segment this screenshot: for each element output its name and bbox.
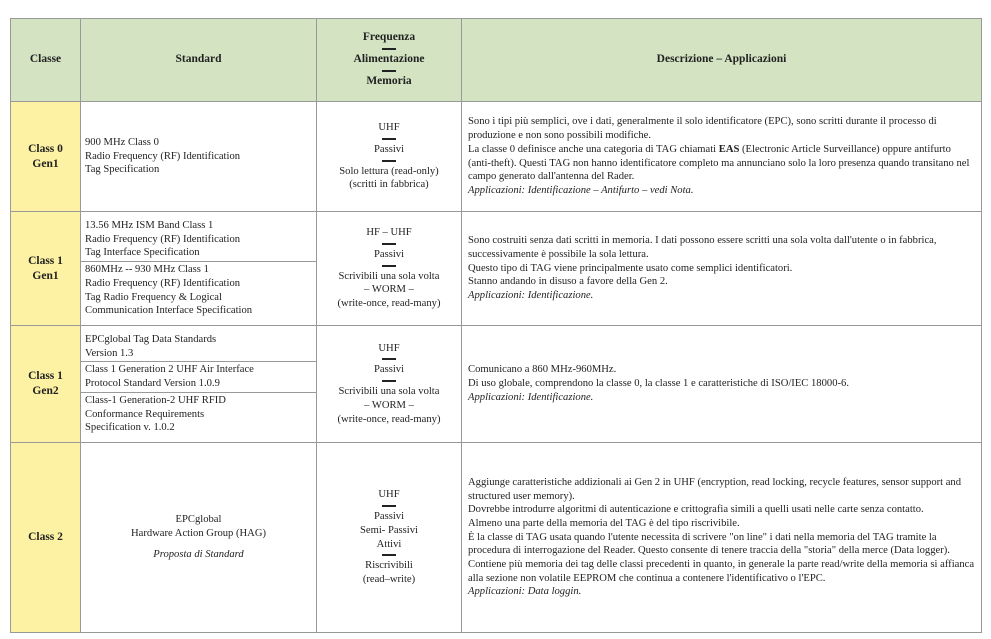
standard-cell: [81, 212, 317, 326]
header-frequenza: [317, 19, 462, 102]
standard-line: Radio Frequency (RF) Identification: [85, 277, 241, 289]
description-paragraph: Comunicano a 860 MHz-960MHz.: [468, 364, 617, 376]
row-class-label: [11, 212, 81, 326]
memory-value: (scritti in fabbrica): [349, 179, 429, 191]
standard-line: Radio Frequency (RF) Identification: [85, 233, 241, 245]
class-label-line: Gen1: [32, 269, 59, 282]
description-text: La classe 0 definisce anche una categoria di TAG chiamati: [468, 143, 717, 155]
standard-block: [81, 332, 316, 361]
table-row: [11, 326, 982, 443]
applications-note: Applicazioni: Identificazione.: [468, 391, 594, 403]
memory-value: Scrivibili una sola volta: [338, 386, 440, 398]
standard-line: Communication Interface Specification: [85, 305, 253, 317]
memory-value: (write-once, read-many): [337, 298, 441, 310]
header-row: [11, 19, 982, 102]
memory-value: Solo lettura (read-only): [339, 165, 439, 177]
memory-value: Riscrivibili: [365, 560, 413, 572]
standard-block: [81, 392, 316, 436]
dash-separator: [382, 554, 396, 556]
dash-separator: [382, 243, 396, 245]
dash-separator: [382, 358, 396, 360]
standard-line: Radio Frequency (RF) Identification: [85, 150, 241, 162]
standard-cell: [81, 443, 317, 633]
standard-cell: [81, 102, 317, 212]
header-frequenza-label: Frequenza: [362, 31, 416, 44]
frequency-value: UHF: [378, 122, 400, 134]
standard-line: Class-1 Generation-2 UHF RFID: [85, 394, 226, 406]
frequency-power-memory-cell: [317, 102, 462, 212]
dash-separator: [382, 138, 396, 140]
standard-line: Tag Interface Specification: [85, 247, 200, 259]
header-alimentazione-label: Alimentazione: [353, 53, 425, 66]
class-label-line: Class 1: [28, 370, 63, 382]
power-value: Semi- Passivi: [360, 524, 418, 536]
description-paragraph: Stanno andando in disuso a favore della Gen 2.: [468, 276, 668, 288]
power-value: Attivi: [376, 538, 402, 550]
standard-line: Version 1.3: [85, 347, 134, 359]
description-paragraph: Contiene più memoria dei tag delle classi precedenti in quanto, in generale la parte read/write della memoria si affianca alla sezione non volatile EEPROM che continua a contenere l'identificativo o l'EPC.: [468, 559, 975, 584]
standard-line: EPCglobal Tag Data Standards: [85, 334, 217, 346]
standard-line: Tag Specification: [85, 164, 160, 176]
table-row: [11, 102, 982, 212]
row-class-label: [11, 443, 81, 633]
memory-value: Scrivibili una sola volta: [338, 270, 440, 282]
class-label-line: Class 1: [28, 254, 63, 267]
memory-value: – WORM –: [364, 284, 414, 296]
standard-block: [81, 261, 316, 319]
dash-separator: [382, 505, 396, 507]
standard-line: Specification v. 1.0.2: [85, 422, 175, 434]
description-text: (Electronic Article Surveillance) oppure antifurto (anti-theft). Questi TAG non hanno identificatore completo ma annunciano solo la loro presenza quando transitano nel campo generato dall'antenna del Rader.: [468, 143, 970, 183]
power-value: Passivi: [373, 511, 405, 523]
applications-note: Applicazioni: Identificazione – Antifurto – vedi Nota.: [468, 184, 694, 196]
description-cell: [462, 102, 982, 212]
standard-cell: [81, 326, 317, 443]
dash-separator: [382, 380, 396, 382]
description-cell: [462, 212, 982, 326]
standard-line: Conformance Requirements: [85, 408, 205, 420]
frequency-power-memory-cell: [317, 212, 462, 326]
rfid-classes-table: [10, 18, 982, 633]
table-row: [11, 212, 982, 326]
power-value: Passivi: [373, 248, 405, 260]
frequency-value: UHF: [378, 489, 400, 501]
standard-block: [81, 135, 316, 178]
memory-value: (write-once, read-many): [337, 413, 441, 425]
description-paragraph: Almeno una parte della memoria del TAG è del tipo riscrivibile.: [468, 517, 740, 529]
memory-value: – WORM –: [364, 399, 414, 411]
spacer: [81, 541, 316, 548]
description-cell: [462, 443, 982, 633]
description-paragraph: Di uso globale, comprendono la classe 0, la classe 1 e caratteristiche di ISO/IEC 18000-6.: [468, 378, 849, 390]
power-value: Passivi: [373, 364, 405, 376]
frequency-power-memory-cell: [317, 443, 462, 633]
header-memoria-label: Memoria: [366, 74, 412, 87]
description-paragraph: Dovrebbe introdurre algoritmi di autenticazione e crittografia simili a quelli usati nelle carte senza contatto.: [468, 504, 924, 516]
dash-separator: [382, 70, 396, 72]
standard-note: Proposta di Standard: [153, 548, 244, 560]
standard-line: Protocol Standard Version 1.0.9: [85, 378, 220, 390]
standard-line: 900 MHz Class 0: [85, 136, 159, 148]
frequency-value: HF – UHF: [366, 227, 412, 239]
standard-line: 13.56 MHz ISM Band Class 1: [85, 220, 214, 232]
class-label-line: Class 2: [28, 531, 63, 543]
standard-line: EPCglobal: [175, 514, 222, 526]
standard-block: [81, 361, 316, 391]
description-paragraph: Sono costruiti senza dati scritti in memoria. I dati possono essere scritti una sola volta dall'utente o in fabbrica, successivamente è possibile la sola lettura.: [468, 235, 937, 260]
memory-value: (read–write): [362, 573, 416, 585]
class-label-line: Class 0: [28, 142, 63, 155]
table-row: [11, 443, 982, 633]
class-label-line: Gen1: [32, 157, 59, 170]
standard-line: Class 1 Generation 2 UHF Air Interface: [85, 364, 254, 376]
power-value: Passivi: [373, 143, 405, 155]
description-paragraph: Questo tipo di TAG viene principalmente usato come semplici identificatori.: [468, 262, 793, 274]
frequency-value: UHF: [378, 342, 400, 354]
eas-term: EAS: [718, 143, 740, 155]
standard-line: Hardware Action Group (HAG): [130, 528, 267, 540]
description-cell: [462, 326, 982, 443]
frequency-power-memory-cell: [317, 326, 462, 443]
description-paragraph: È la classe di TAG usata quando l'utente necessita di scrivere "on line" i dati nella memoria del TAG tramite la procedura di interrogazione del Reader. Questo consente di tenere traccia della "storia" della merce (Data logger).: [468, 531, 950, 557]
dash-separator: [382, 160, 396, 162]
description-paragraph: [468, 143, 975, 184]
dash-separator: [382, 48, 396, 50]
row-class-label: [11, 326, 81, 443]
description-paragraph: Sono i tipi più semplici, ove i dati, generalmente il solo identificatore (EPC), sono scritti durante il processo di produzione e non sono possibili modifiche.: [468, 116, 937, 142]
standard-block: [81, 218, 316, 261]
applications-note: Applicazioni: Data loggin.: [468, 586, 582, 598]
header-classe: Classe: [11, 19, 81, 102]
applications-note: Applicazioni: Identificazione.: [468, 290, 594, 302]
class-label-line: Gen2: [32, 385, 59, 397]
description-paragraph: Aggiunge caratteristiche addizionali ai Gen 2 in UHF (encryption, read locking, recycle features, sensor support and structured user memory).: [468, 476, 962, 502]
standard-line: Tag Radio Frequency & Logical: [85, 291, 222, 303]
header-descrizione: Descrizione – Applicazioni: [462, 19, 982, 102]
row-class-label: [11, 102, 81, 212]
header-standard: Standard: [81, 19, 317, 102]
dash-separator: [382, 265, 396, 267]
standard-line: 860MHz -- 930 MHz Class 1: [85, 264, 209, 276]
